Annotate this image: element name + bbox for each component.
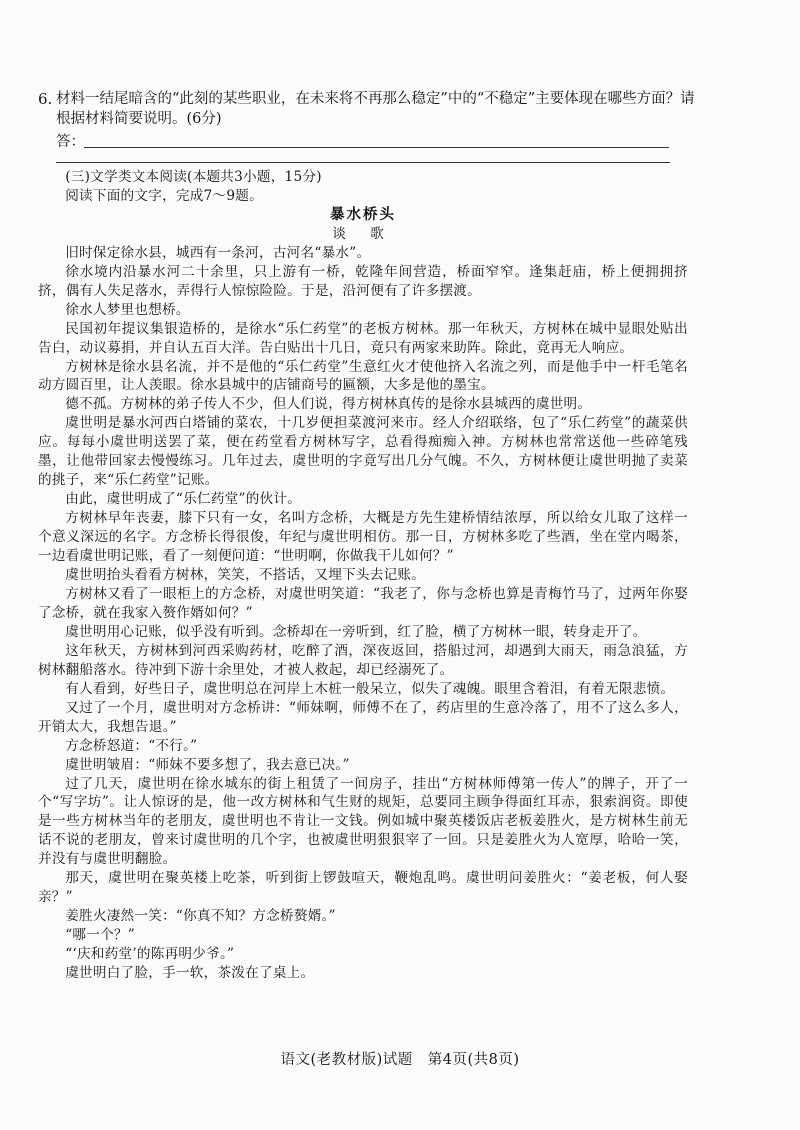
answer-rule [56, 162, 670, 163]
section-instruction: 阅读下面的文字，完成7～9题。 [65, 187, 263, 204]
question-number: 6. [38, 90, 53, 108]
story-title: 暴水桥头 [330, 205, 396, 223]
story-paragraph: 虞世明白了脸，手一软，茶泼在了桌上。 [65, 965, 315, 982]
question-text: 材料一结尾暗含的“此刻的某些职业，在未来将不再那么稳定”中的“不稳定”主要体现在哪些方面？请根据材料简要说明。(6分) [56, 91, 695, 127]
story-paragraph: 虞世明用心记账，似乎没有听到。念桥却在一旁听到，红了脸，横了方树林一眼，转身走开了。 [65, 623, 647, 640]
story-paragraph: 过了几天，虞世明在徐水城东的街上租赁了一间房子，挂出“方树林师傅第一传人”的牌子，开了一个“写字坊”。让人惊讶的是，他一改方树林和气生财的规矩，总要同主顾争得面红耳赤，狠索润资。即使是一些方树林当年的老朋友，虞世明也不肯让一文钱。例如城中聚英楼饭店老板姜胜火，是方树林生前无话不说的老朋友，曾来讨虞世明的几个字，也被虞世明狠狠宰了一回。只是姜胜火为人宽厚，哈哈一笑，并没有与虞世明翻脸。 [38, 775, 688, 868]
question-6 [38, 89, 698, 129]
story-paragraph: 虞世明抬头看看方树林，笑笑，不搭话，又埋下头去记账。 [65, 567, 426, 584]
story-paragraph: 民国初年提议集银造桥的，是徐水“乐仁药堂”的老板方树林。那一年秋天，方树林在城中显眼处贴出告白，动议募捐，并自认五百大洋。告白贴出十几日，竟只有两家来助阵。除此，竟再无人响应。 [38, 320, 688, 356]
story-paragraph: 方念桥怒道：“不行。” [65, 737, 198, 754]
story-author: 谈 歌 [332, 225, 394, 242]
story-paragraph: “哪一个？” [65, 927, 135, 944]
story-paragraph: 方树林又看了一眼柜上的方念桥，对虞世明笑道：“我老了，你与念桥也算是青梅竹马了，过两年你娶了念桥，就在我家入赘作婿如何？” [38, 585, 688, 621]
story-paragraph: 德不孤。方树林的弟子传人不少，但人们说，得方树林真传的是徐水县城西的虞世明。 [65, 396, 592, 413]
story-paragraph: 方树林是徐水县名流，并不是他的“乐仁药堂”生意红火才使他挤入名流之列，而是他手中一杆毛笔名动方圆百里，让人羡眼。徐水县城中的店铺商号的匾额，大多是他的墨宝。 [38, 358, 688, 394]
story-paragraph: 有人看到，好些日子，虞世明总在河岸上木桩一般呆立，似失了魂魄。眼里含着泪，有着无限悲愤。 [65, 680, 675, 697]
story-paragraph: 虞世明是暴水河西白塔铺的菜农，十几岁便担菜渡河来市。经人介绍联络，包了“乐仁药堂”的蔬菜供应。每每小虞世明送罢了菜，便在药堂看方树林写字，总看得痴痴入神。方树林也常常送他一些碎笔残墨，让他带回家去慢慢练习。几年过去，虞世明的字竟写出几分气魄。不久，方树林便让虞世明抛了卖菜的挑子，来“乐仁药堂”记账。 [38, 415, 688, 489]
story-paragraph: 虞世明皱眉：“师妹不要多想了，我去意已决。” [65, 756, 350, 773]
story-paragraph: 又过了一个月，虞世明对方念桥讲：“师妹啊，师傅不在了，药店里的生意冷落了，用不了这么多人，开销太大，我想告退。” [38, 699, 688, 735]
story-paragraph: “‘庆和药堂’的陈再明少爷。” [65, 946, 235, 963]
page-footer: 语文(老教材版)试题 第4页(共8页) [280, 1052, 520, 1068]
story-paragraph: 这年秋天，方树林到河西采购药材，吃醉了酒，深夜返回，搭船过河，却遇到大雨天，雨急浪猛，方树林翻船落水。待冲到下游十余里处，才被人救起，却已经溺死了。 [38, 642, 688, 678]
section-heading: (三)文学类文本阅读(本题共3小题，15分) [65, 169, 322, 185]
story-paragraph: 姜胜火凄然一笑：“你真不知？方念桥赘婿。” [65, 908, 336, 925]
story-paragraph: 那天，虞世明在聚英楼上吃茶，听到街上锣鼓喧天，鞭炮乱鸣。虞世明问姜胜火：“姜老板，何人娶亲？” [38, 870, 688, 906]
answer-label: 答： [56, 134, 85, 150]
story-paragraph: 徐水境内沿暴水河二十余里，只上游有一桥，乾隆年间营造，桥面窄窄。逢集赶庙，桥上便拥拥挤挤，偶有人失足落水，弄得行人惊惊险险。于是，沿河便有了许多摆渡。 [38, 263, 688, 299]
answer-rule [84, 147, 669, 148]
story-paragraph: 旧时保定徐水县，城西有一条河，古河名“暴水”。 [65, 244, 371, 261]
story-paragraph: 徐水人梦里也想桥。 [65, 301, 190, 318]
story-paragraph: 由此，虞世明成了“乐仁药堂”的伙计。 [65, 491, 302, 508]
story-paragraph: 方树林早年丧妻，膝下只有一女，名叫方念桥，大概是方先生建桥情结浓厚，所以给女儿取了这样一个意义深远的名字。方念桥长得很俊，年纪与虞世明相仿。那一日，方树林多吃了些酒，坐在堂内喝茶，一边看虞世明记账，看了一刻便问道：“世明啊，你做我干儿如何？” [38, 510, 688, 565]
reading-section [38, 168, 688, 983]
